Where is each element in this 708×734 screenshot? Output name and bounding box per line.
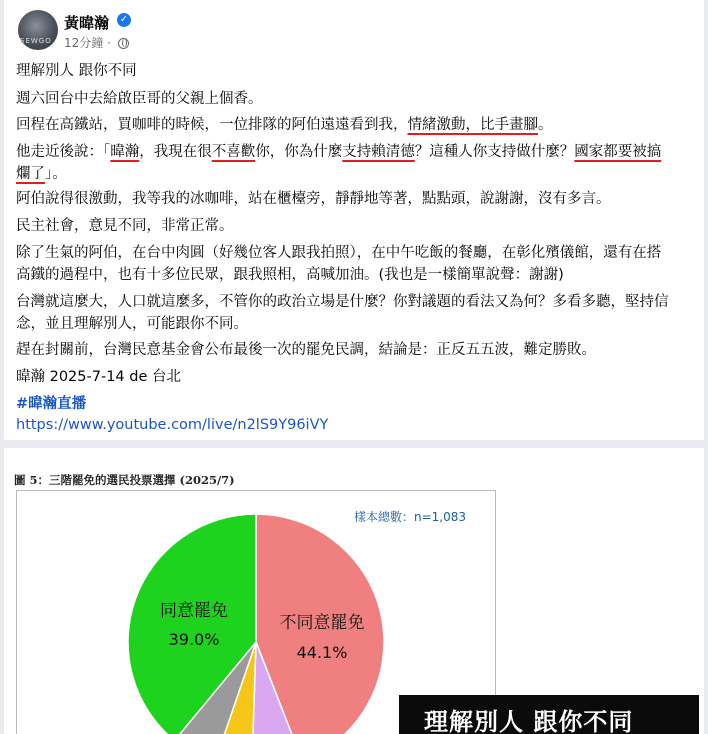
text-span: 念，並且理解別人，可能跟你不同。 <box>16 316 248 332</box>
text-span: 他走近後說：「 <box>16 144 111 160</box>
pie-chart <box>4 0 704 734</box>
text-span: 」。 <box>45 166 67 182</box>
pie-value-agree: 39.0% <box>168 630 220 649</box>
post-time[interactable]: 12分鐘 <box>64 36 104 50</box>
underlined-text: 情緒激動，比手畫腳 <box>407 117 538 133</box>
youtube-link[interactable]: https://www.youtube.com/live/n2lS9Y96iVY <box>16 417 329 433</box>
underlined-text: 暐瀚 <box>110 144 140 160</box>
paragraph: 週六回台中去給啟臣哥的父親上個香。 <box>16 91 263 107</box>
text-span: 台灣就這麼大，人口就這麼多，不管你的政治立場是什麼？你對議題的看法又為何？多看多聽，堅持信 <box>16 294 669 310</box>
caption-overlay-text: 理解別人 跟你不同 <box>424 708 634 734</box>
post-card <box>4 0 704 734</box>
signature-line: 暐瀚 2025-7-14 de 台北 <box>16 369 181 385</box>
pie-label-disagree: 不同意罷免 <box>279 613 365 633</box>
author-name[interactable]: 黃暐瀚 <box>64 14 110 32</box>
paragraph: 民主社會，意見不同，非常正常。 <box>16 218 234 234</box>
meta-dot: · <box>107 36 111 50</box>
pie-label-agree: 同意罷免 <box>160 601 228 621</box>
underlined-text: 爛了 <box>16 166 45 182</box>
pie-value-disagree: 44.1% <box>296 643 348 662</box>
text-span: ，我現在很 <box>139 144 212 160</box>
verified-badge-icon: ✓ <box>117 13 131 27</box>
underlined-text: 國家都要被搞 <box>574 144 662 160</box>
hashtag-link[interactable]: #暐瀚直播 <box>16 396 87 412</box>
text-span: 高鐵的過程中，也有十多位民眾，跟我照相，高喊加油。(我也是一樣簡單說聲：謝謝) <box>16 267 564 283</box>
paragraph: 趕在封關前，台灣民意基金會公布最後一次的罷免民調，結論是：正反五五波，難定勝敗。 <box>16 342 596 358</box>
sample-size-label: 樣本總數：n=1,083 <box>354 510 467 524</box>
underlined-text: 支持賴清德 <box>342 144 415 160</box>
text-span: 除了生氣的阿伯，在台中肉圓（好幾位客人跟我拍照），在中午吃飯的餐廳，在彰化殯儀館，還有在搭 <box>16 245 662 261</box>
paragraph: 阿伯說得很激動，我等我的冰咖啡，站在櫃檯旁，靜靜地等著，點點頭，說謝謝，沒有多言。 <box>16 191 611 207</box>
figure-title: 圖 5：三階罷免的選民投票選擇 (2025/7) <box>14 473 235 487</box>
text-span: 回程在高鐵站，買咖啡的時候，一位排隊的阿伯遠遠看到我， <box>16 117 408 133</box>
text-span: ？這種人你支持做什麼？ <box>414 144 575 160</box>
text-span: 你，你為什麼 <box>255 144 343 160</box>
text-span: 。 <box>538 117 553 133</box>
underlined-text: 不喜歡 <box>211 144 256 160</box>
avatar-text: SEWGO <box>20 37 52 45</box>
paragraph-title: 理解別人 跟你不同 <box>16 63 137 79</box>
